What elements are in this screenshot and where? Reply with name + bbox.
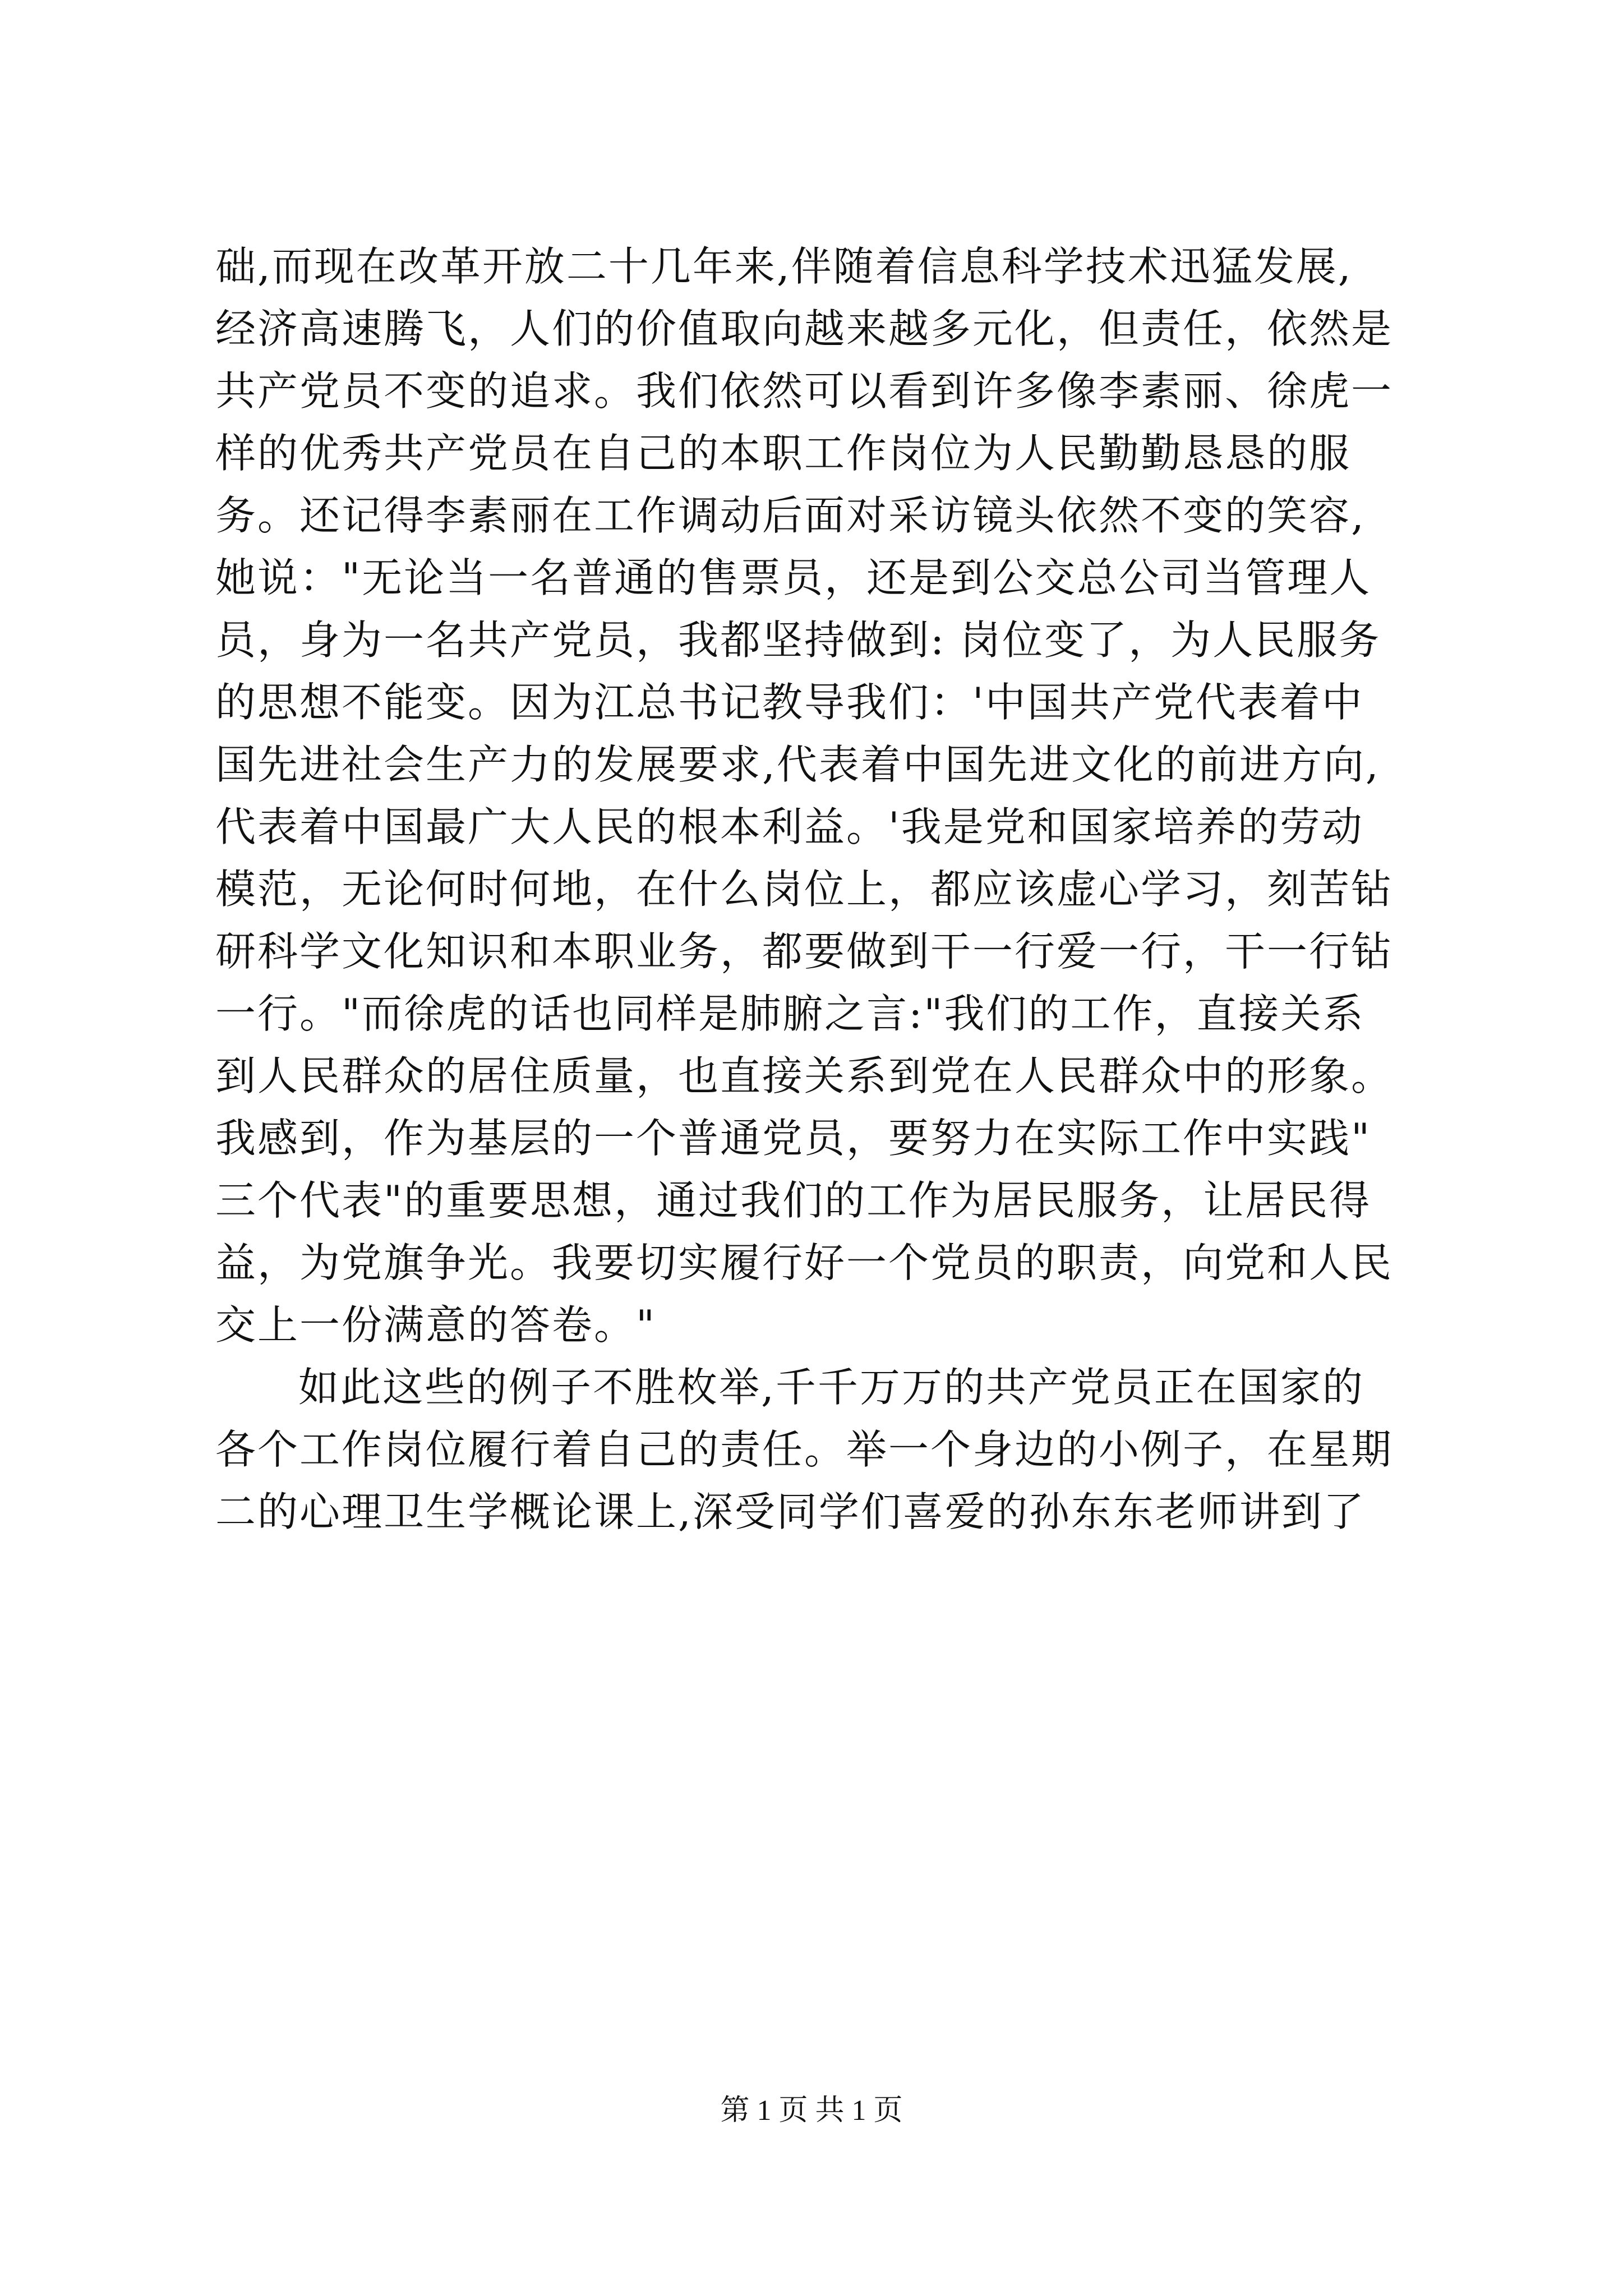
page-footer: 第 1 页 共 1 页 [720, 2095, 903, 2127]
text-line: 我感到，作为基层的一个普通党员，要努力在实际工作中实践" [215, 1115, 1372, 1162]
text-line: 研科学文化知识和本职业务，都要做到干一行爱一行，干一行钻 [215, 928, 1394, 975]
text-line: 样的优秀共产党员在自己的本职工作岗位为人民勤勤恳恳的服 [215, 430, 1352, 477]
text-line: 二的心理卫生学概论课上,深受同学们喜爱的孙东东老师讲到了 [215, 1488, 1366, 1535]
text-line: 模范，无论何时何地，在什么岗位上，都应该虚心学习，刻苦钻 [215, 866, 1394, 913]
text-line: 经济高速腾飞，人们的价值取向越来越多元化，但责任，依然是 [215, 305, 1394, 352]
text-line: 共产党员不变的追求。我们依然可以看到许多像李素丽、徐虎一 [215, 367, 1394, 415]
text-line: 员，身为一名共产党员，我都坚持做到: 岗位变了，为人民服务 [215, 616, 1381, 664]
text-line: 她说："无论当一名普通的售票员，还是到公交总公司当管理人 [215, 554, 1372, 601]
text-line: 益，为党旗争光。我要切实履行好一个党员的职责，向党和人民 [215, 1239, 1394, 1286]
text-line: 代表着中国最广大人民的根本利益。'我是党和国家培养的劳动 [215, 803, 1364, 850]
text-line: 务。还记得李素丽在工作调动后面对采访镜头依然不变的笑容, [215, 492, 1366, 539]
text-line: 到人民群众的居住质量，也直接关系到党在人民群众中的形象。 [215, 1052, 1394, 1099]
text-line: 的思想不能变。因为江总书记教导我们：'中国共产党代表着中 [215, 679, 1364, 726]
text-line: 础,而现在改革开放二十几年来,伴随着信息科学技术迅猛发展, [215, 243, 1353, 290]
text-line: 国先进社会生产力的发展要求,代表着中国先进文化的前进方向, [215, 741, 1380, 788]
text-line: 一行。"而徐虎的话也同样是肺腑之言:"我们的工作，直接关系 [215, 990, 1365, 1037]
body-text [215, 236, 1427, 1543]
text-line: 三个代表"的重要思想，通过我们的工作为居民服务，让居民得 [215, 1177, 1372, 1224]
paragraph-first-line: 如此这些的例子不胜枚举,千千万万的共产党员正在国家的 [298, 1364, 1364, 1411]
text-line: 交上一份满意的答卷。" [215, 1301, 657, 1349]
text-line: 各个工作岗位履行着自己的责任。举一个身边的小例子，在星期 [215, 1426, 1394, 1473]
